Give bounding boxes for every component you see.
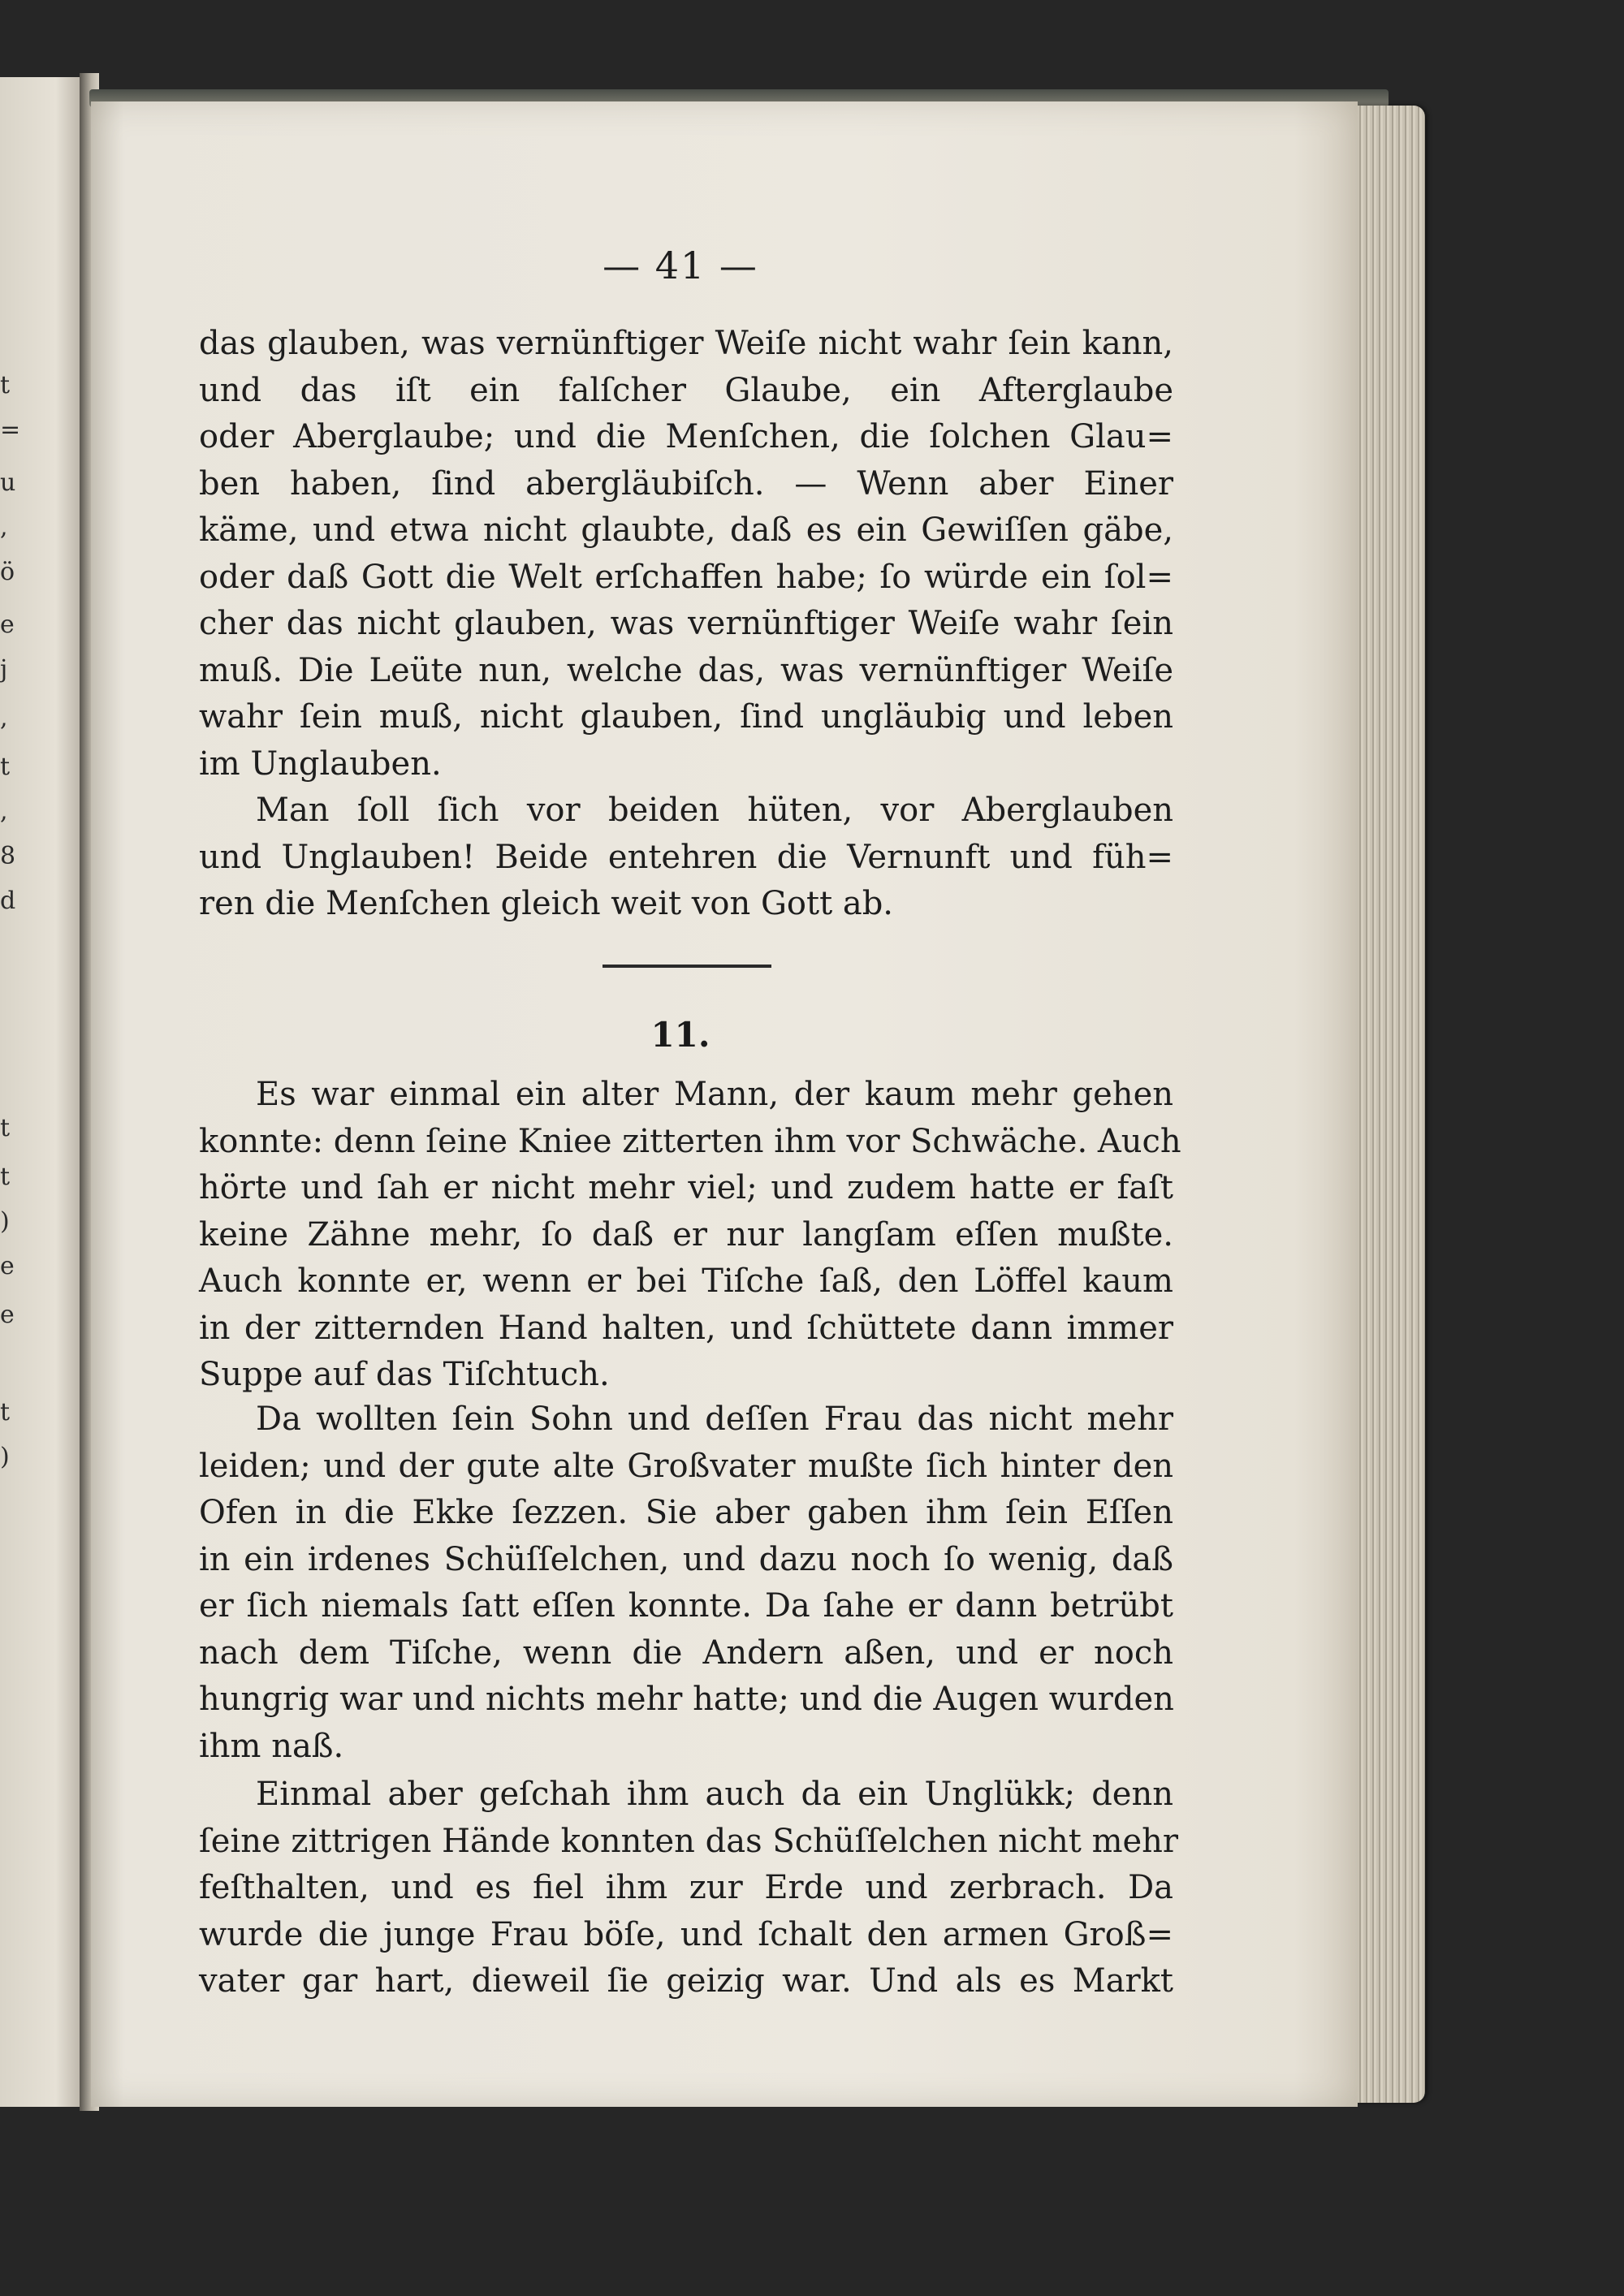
paragraph-2 [199, 788, 1173, 928]
text-line: wahr ſein muß, nicht glauben, ſind ungläubig und leben [199, 698, 1173, 736]
text-line: cher das nicht glauben, was vernünftiger Weiſe wahr ſein [199, 605, 1173, 642]
text-line: nach dem Tiſche, wenn die Andern aßen, und er noch [199, 1634, 1173, 1672]
page-number: — 41 — [603, 244, 758, 287]
left-page-glyph: j [0, 655, 8, 684]
paragraph-5 [199, 1772, 1179, 2005]
text-line: vater gar hart, dieweil ſie geizig war. Und als es Markt [199, 1962, 1173, 2000]
text-line: feſthalten, und es fiel ihm zur Erde und zerbrach. Da [199, 1869, 1173, 1906]
text-line: ben haben, ſind abergläubiſch. — Wenn aber Einer [199, 464, 1173, 503]
text-line: Man ſoll ſich vor beiden hüten, vor Aberglauben [256, 792, 1173, 829]
text-line: im Unglauben. [199, 744, 442, 783]
text-line: in ein irdenes Schüſſelchen, und dazu noch ſo wenig, daß [199, 1540, 1173, 1578]
left-page-glyph: t [0, 371, 11, 399]
left-page-glyph: ö [0, 558, 15, 586]
left-page-glyph: t [0, 1114, 11, 1142]
left-page-glyph: ) [0, 1443, 10, 1471]
left-page-glyph: u [0, 468, 16, 497]
text-line: Einmal aber geſchah ihm auch da ein Unglükk; denn [256, 1776, 1173, 1813]
text-line: Suppe auf das Tiſchtuch. [199, 1356, 610, 1393]
left-page-glyph: d [0, 887, 16, 915]
text-line: hörte und ſah er nicht mehr viel; und zudem hatte er faſt [199, 1169, 1173, 1206]
paragraph-3 [199, 1072, 1181, 1399]
left-page-glyph: , [0, 704, 8, 732]
left-page-glyph: e [0, 1301, 15, 1329]
text-line: ren die Menſchen gleich weit von Gott ab. [199, 885, 894, 922]
text-line: er ſich niemals ſatt eſſen konnte. Da ſahe er dann betrübt [199, 1587, 1173, 1625]
left-page-glyph: 8 [0, 842, 16, 870]
left-page-edge [0, 77, 81, 2107]
text-line: Es war einmal ein alter Mann, der kaum mehr gehen [256, 1076, 1173, 1113]
section-divider [603, 965, 771, 968]
section-heading: 11. [650, 1015, 710, 1055]
paragraph-4 [199, 1396, 1173, 1770]
text-line: Ofen in die Ekke ſezzen. Sie aber gaben ihm ſein Eſſen [199, 1494, 1173, 1531]
left-page-glyph: ) [0, 1207, 10, 1236]
left-page-glyph: e [0, 1252, 15, 1280]
left-page-glyph: t [0, 1398, 11, 1426]
text-line: keine Zähne mehr, ſo daß er nur langſam eſſen mußte. [199, 1215, 1173, 1254]
text-line: hungrig war und nichts mehr hatte; und die Augen wurden [199, 1681, 1174, 1718]
text-line: oder Aberglaube; und die Menſchen, die ſolchen Glau= [199, 418, 1173, 455]
paragraph-1 [199, 321, 1173, 788]
left-page-glyph: = [0, 416, 21, 444]
left-page-glyph: e [0, 611, 15, 639]
text-line: ihm naß. [199, 1727, 344, 1765]
text-line: leiden; und der gute alte Großvater mußte ſich hinter den [199, 1447, 1173, 1485]
left-page-glyph: , [0, 513, 8, 542]
text-line: und Unglauben! Beide entehren die Vernunft und füh= [199, 838, 1173, 876]
left-page-glyph: , [0, 797, 8, 826]
text-line: das glauben, was vernünftiger Weiſe nicht wahr ſein kann, [199, 325, 1173, 362]
text-line: Da wollten ſein Sohn und deſſen Frau das nicht mehr [256, 1400, 1173, 1438]
text-line: konnte: denn ſeine Kniee zitterten ihm vor Schwäche. Auch [199, 1122, 1181, 1160]
text-line: käme, und etwa nicht glaubte, daß es ein Gewiſſen gäbe, [199, 511, 1173, 549]
text-line: ſeine zittrigen Hände konnten das Schüſſelchen nicht mehr [199, 1822, 1179, 1860]
text-line: oder daß Gott die Welt erſchaffen habe; ſo würde ein ſol= [199, 558, 1173, 596]
text-line: und das iſt ein falſcher Glaube, ein Afterglaube [199, 371, 1173, 409]
left-page-glyph: t [0, 753, 11, 781]
left-page-glyph: t [0, 1163, 11, 1191]
text-line: muß. Die Leüte nun, welche das, was vernünftiger Weiſe [199, 651, 1173, 689]
text-line: in der zitternden Hand halten, und ſchüttete dann immer [199, 1309, 1173, 1347]
text-line: Auch konnte er, wenn er bei Tiſche ſaß, den Löffel kaum [199, 1262, 1173, 1300]
text-line: wurde die junge Frau böſe, und ſchalt den armen Groß= [199, 1915, 1173, 1953]
